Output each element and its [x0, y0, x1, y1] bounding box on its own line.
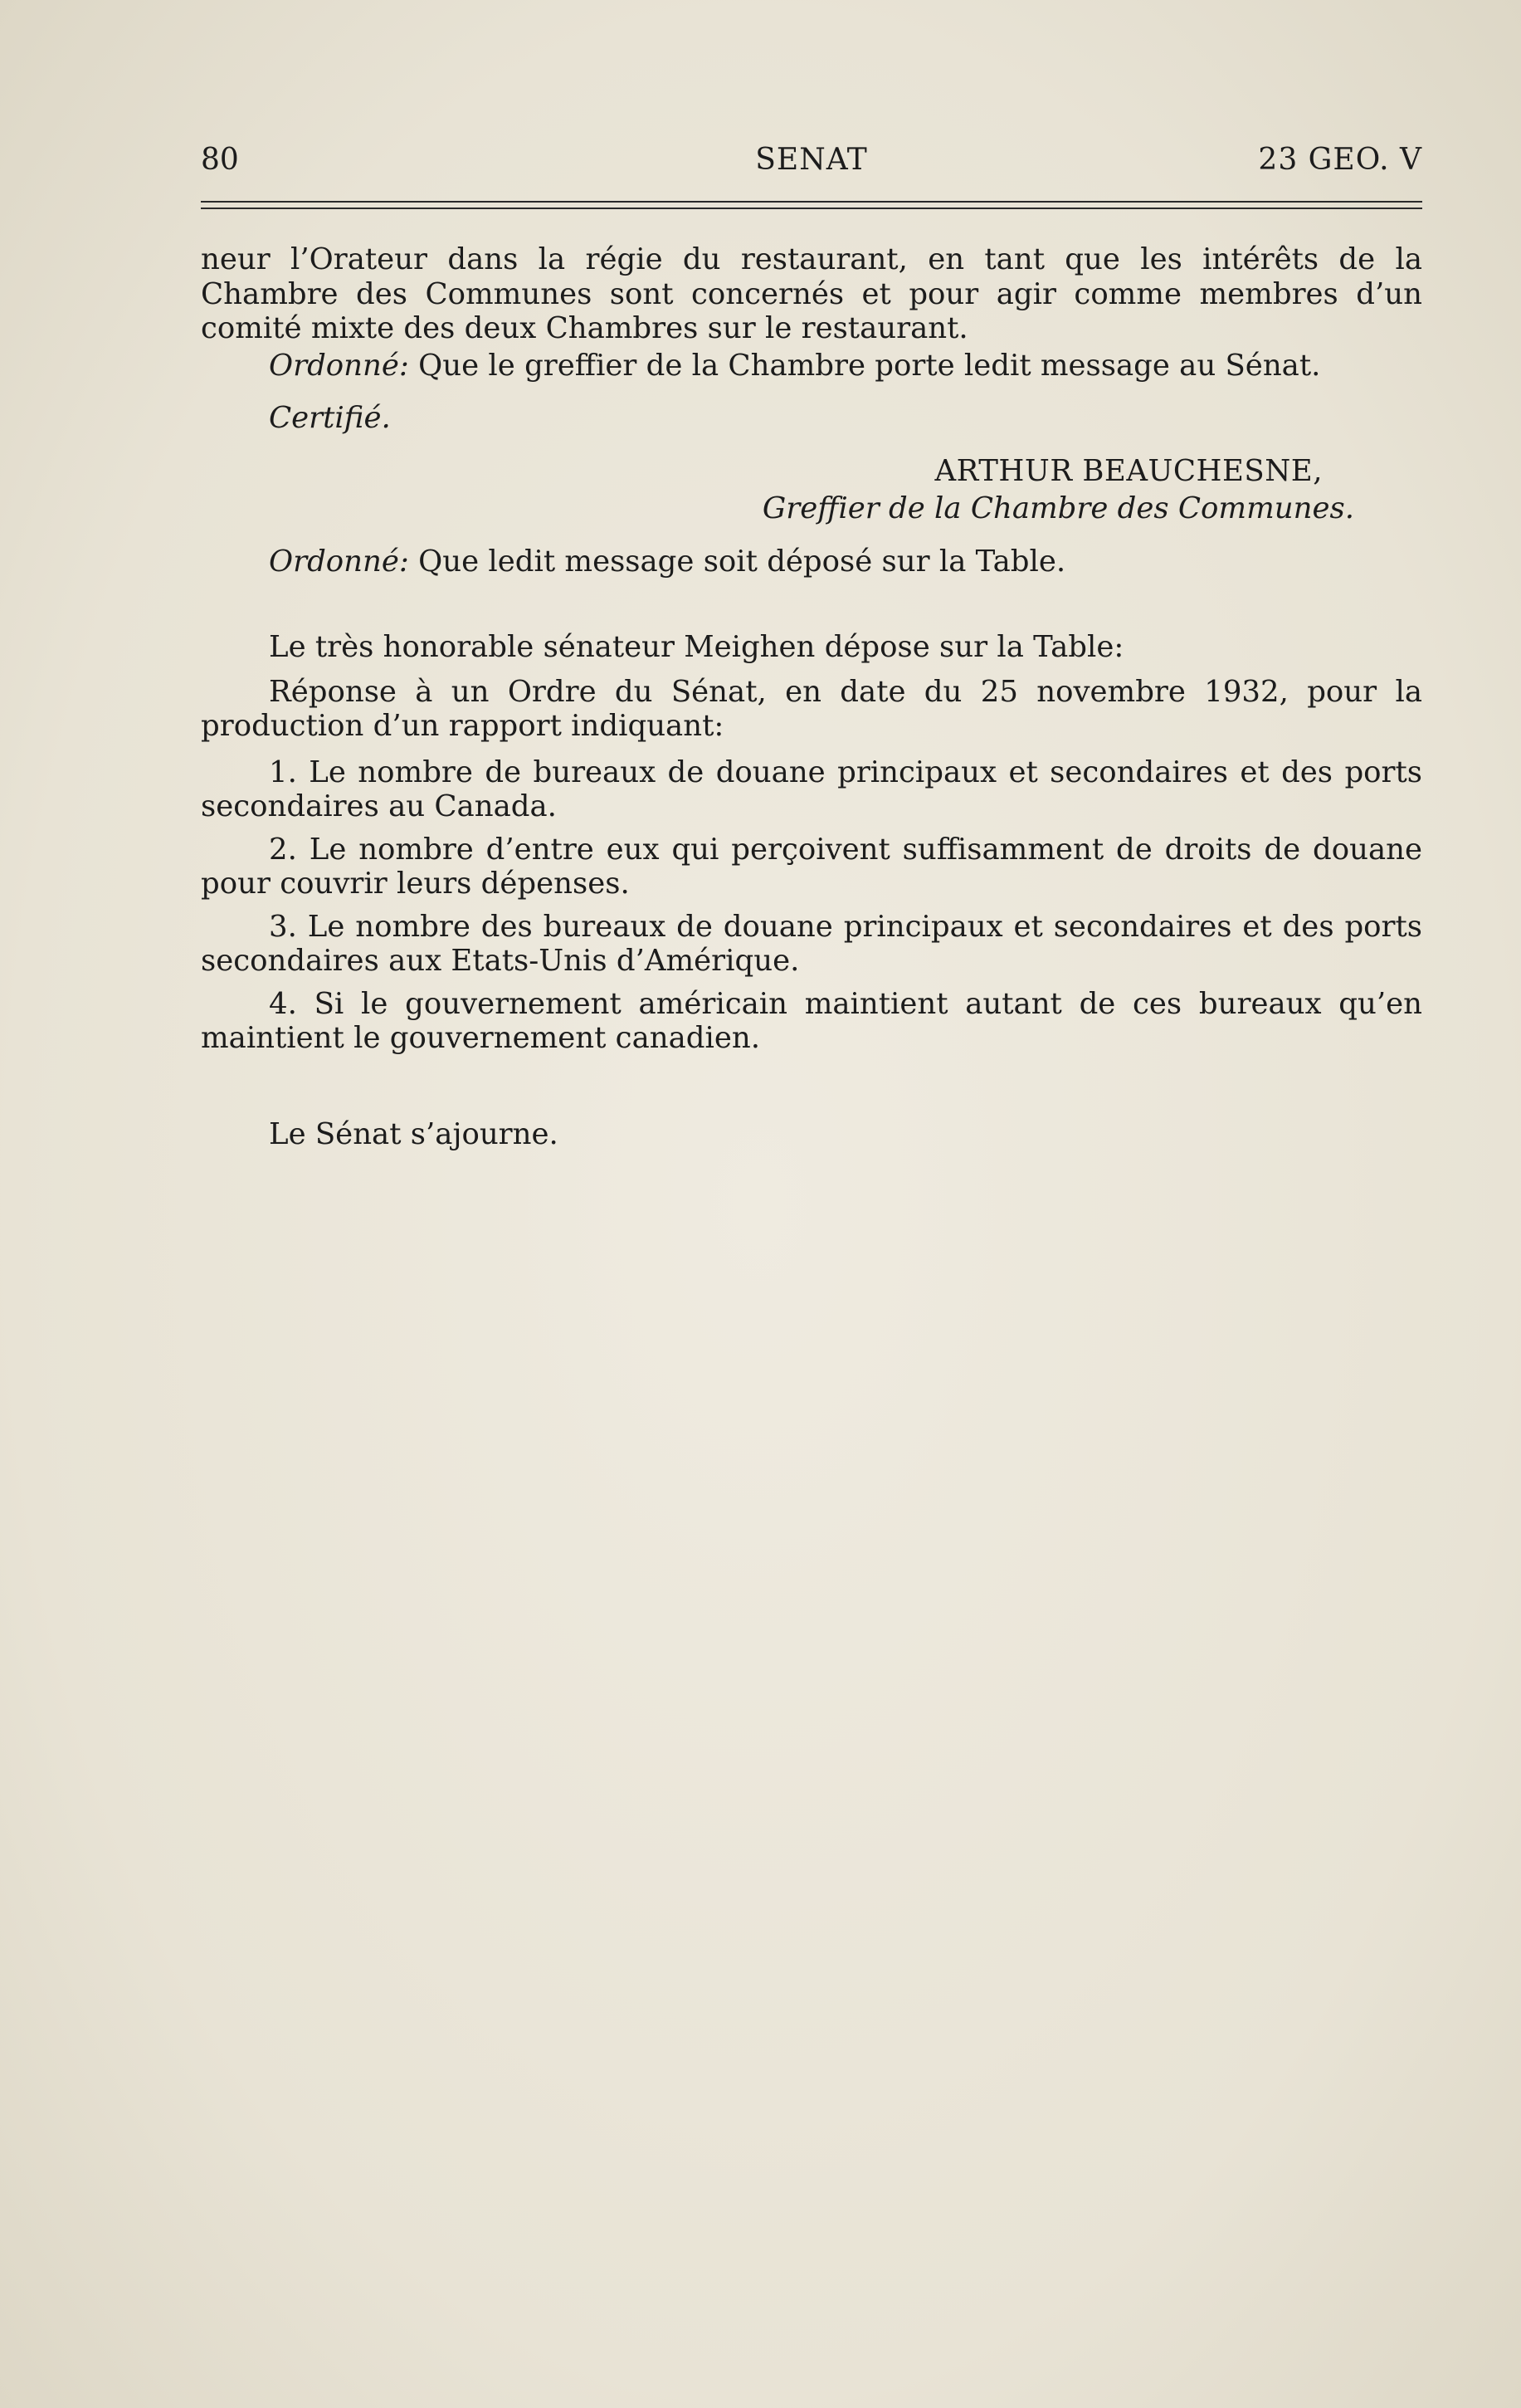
reponse-paragraph: Réponse à un Ordre du Sénat, en date du 25 novembre 1932, pour la production d’un rapport indiquant:	[201, 674, 1422, 743]
signature-title: Greffier de la Chambre des Communes.	[762, 491, 1354, 525]
certifie-line: Certifié.	[269, 401, 391, 435]
running-title: SENAT	[755, 143, 868, 177]
ordonne-text-2: Que ledit message soit déposé sur la Table.	[408, 544, 1066, 579]
list-item: 1. Le nombre de bureaux de douane principaux et secondaires et des ports secondaires au Canada.	[201, 755, 1422, 823]
meighen-paragraph: Le très honorable sénateur Meighen dépose sur la Table:	[269, 630, 1124, 664]
page-body	[201, 242, 1422, 1151]
list-item: 4. Si le gouvernement américain maintient autant de ces bureaux qu’en maintient le gouvernement canadien.	[201, 986, 1422, 1055]
ordonne-text-1: Que le greffier de la Chambre porte ledit message au Sénat.	[408, 348, 1321, 383]
ordonne-paragraph-1	[201, 349, 1422, 383]
page-header	[201, 139, 1422, 181]
ordonne-label-1: Ordonné:	[269, 348, 409, 383]
header-rule-top	[201, 201, 1422, 203]
list-item: 3. Le nombre des bureaux de douane principaux et secondaires et des ports secondaires aux Etats-Unis d’Amérique.	[201, 909, 1422, 978]
session-label: 23 GEO. V	[1258, 143, 1422, 177]
page-number: 80	[201, 143, 239, 177]
signature-name: ARTHUR BEAUCHESNE,	[934, 453, 1323, 488]
adjournment-line: Le Sénat s’ajourne.	[269, 1116, 558, 1151]
ordonne-label-2: Ordonné:	[269, 544, 409, 579]
header-rule-bottom	[201, 208, 1422, 209]
list-item: 2. Le nombre d’entre eux qui perçoivent suffisamment de droits de douane pour couvrir leurs dépenses.	[201, 832, 1422, 901]
ordonne-paragraph-2	[201, 545, 1422, 579]
continuation-paragraph: neur l’Orateur dans la régie du restaurant, en tant que les intérêts de la Chambre des Communes sont concernés et pour agir comme membres d’un comité mixte des deux Chambres sur le restaurant.	[201, 242, 1422, 345]
